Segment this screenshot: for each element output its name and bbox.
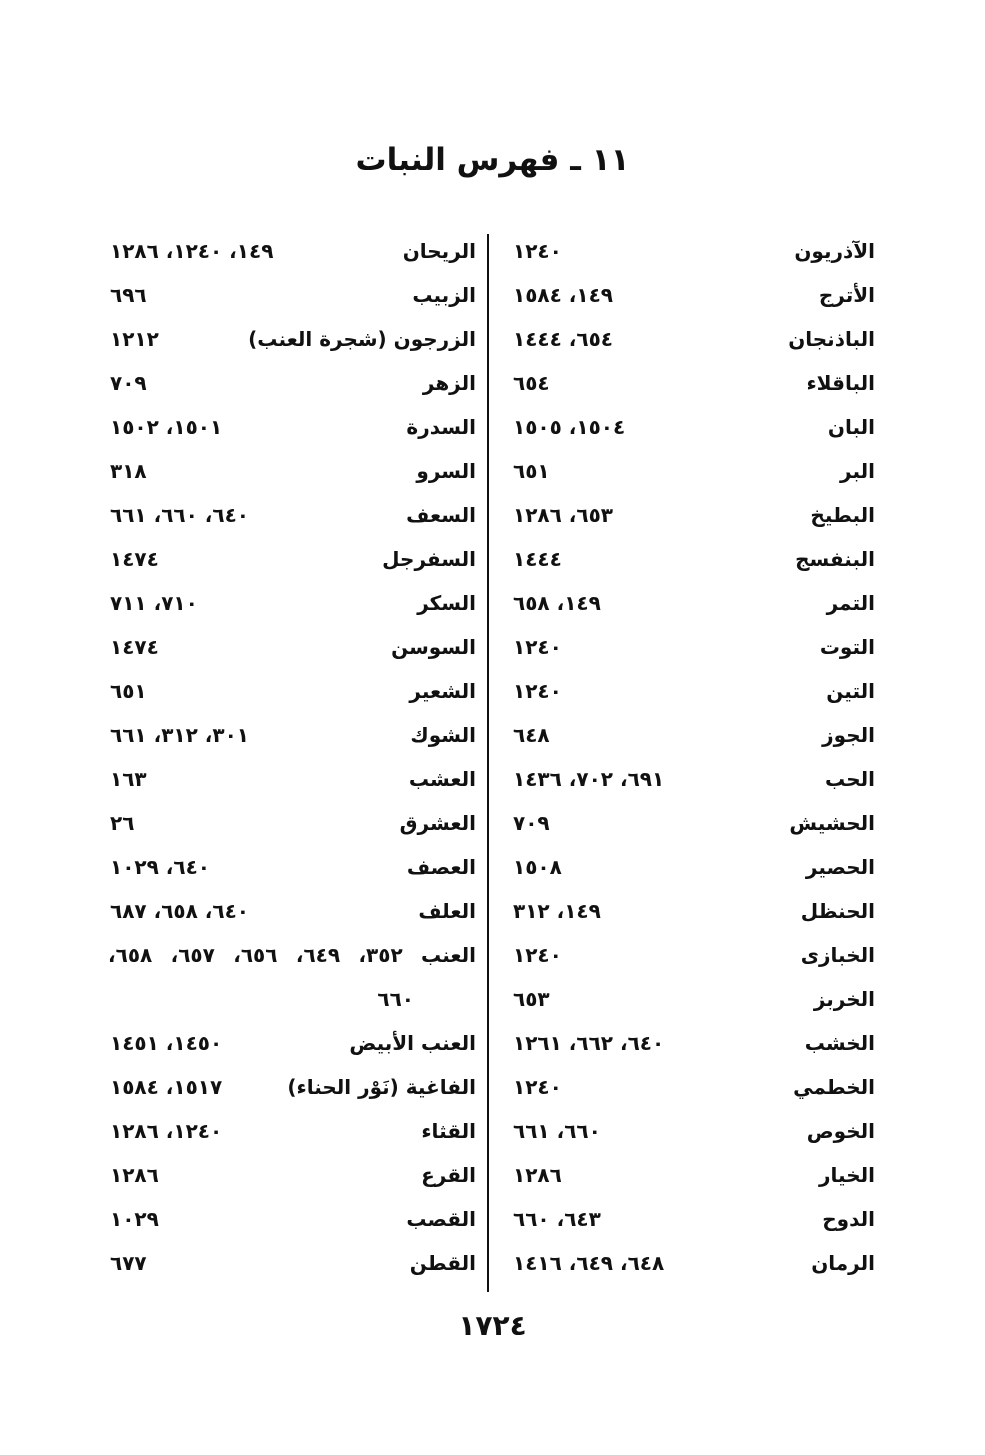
entry-term: الخوص <box>806 1119 875 1143</box>
entry-term: العشب <box>408 767 476 791</box>
entry-pages: ١٢٨٦ <box>110 1163 159 1187</box>
index-entry <box>108 361 476 405</box>
entry-pages: ١٢٤٠، ١٢٨٦ <box>110 1119 223 1143</box>
entry-term: الحب <box>825 767 875 791</box>
entry-term: السعف <box>406 503 476 527</box>
entry-pages: ٦٧٧ <box>110 1251 147 1275</box>
index-entry <box>505 1021 875 1065</box>
index-entry <box>505 1153 875 1197</box>
entry-term: البان <box>827 415 875 439</box>
entry-term: السرو <box>416 459 476 483</box>
entry-term: الزهر <box>422 371 476 395</box>
entry-term: الأترج <box>818 283 875 307</box>
entry-pages: ٦٥١ <box>513 459 550 483</box>
entry-term: الخبازى <box>800 943 875 967</box>
entry-pages: ٢٦ <box>110 811 135 835</box>
entry-term: الخشب <box>804 1031 875 1055</box>
entry-pages: ١٠٢٩ <box>110 1207 159 1231</box>
index-entry <box>108 1241 476 1285</box>
entry-pages: ١٢٤٠ <box>513 1075 562 1099</box>
index-entry <box>505 625 875 669</box>
index-entry <box>505 493 875 537</box>
entry-pages: ١٤٩، ١٥٨٤ <box>513 283 614 307</box>
entry-pages: ١٢٤٠ <box>513 943 562 967</box>
entry-pages: ١٥٠٨ <box>513 855 562 879</box>
index-entry <box>108 757 476 801</box>
entry-pages: ٣٠١، ٣١٢، ٦٦١ <box>110 723 249 747</box>
entry-term: البطيخ <box>810 503 875 527</box>
entry-term: الزبيب <box>412 283 476 307</box>
index-entry <box>108 273 476 317</box>
entry-pages: ٦٤٨، ٦٤٩، ١٤١٦ <box>513 1251 665 1275</box>
entry-pages: ١٤٩، ٦٥٨ <box>513 591 601 615</box>
entry-term: العنب الأبيض <box>349 1031 476 1055</box>
entry-term: العنب ٣٥٢، ٦٤٩، ٦٥٦، ٦٥٧، ٦٥٨، <box>108 943 477 967</box>
entry-pages: ١٤٧٤ <box>110 635 159 659</box>
entry-pages: ٦٤٨ <box>513 723 550 747</box>
entry-term: الفاغية (نَوْر الحناء) <box>287 1075 476 1099</box>
entry-term: الشوك <box>410 723 476 747</box>
index-entry <box>505 1197 875 1241</box>
entry-pages: ٦٤٠، ١٠٢٩ <box>110 855 211 879</box>
entry-term: الريحان <box>402 239 476 263</box>
entry-term: البر <box>840 459 875 483</box>
entry-term: السدرة <box>406 415 476 439</box>
index-entry <box>108 933 476 977</box>
index-entry <box>108 581 476 625</box>
entry-pages: ١٤٩، ٣١٢ <box>513 899 601 923</box>
entry-term: الباذنجان <box>788 327 875 351</box>
index-entry <box>108 1065 476 1109</box>
entry-term: السكر <box>417 591 476 615</box>
entry-term: القرع <box>421 1163 476 1187</box>
entry-pages: ١٢٤٠ <box>513 635 562 659</box>
index-entry-continuation <box>108 977 476 1021</box>
index-entry <box>505 361 875 405</box>
index-entry <box>505 801 875 845</box>
entry-term: الشعير <box>409 679 476 703</box>
entry-pages: ٦٥٣ <box>513 987 550 1011</box>
entry-pages: ٦٦٠، ٦٦١ <box>513 1119 601 1143</box>
column-divider <box>487 234 489 1292</box>
entry-term: الدوح <box>822 1207 875 1231</box>
page-number: ١٧٢٤ <box>458 1309 527 1342</box>
index-entry <box>108 713 476 757</box>
index-column-right <box>505 229 875 1285</box>
index-entry <box>505 713 875 757</box>
index-entry <box>505 1109 875 1153</box>
index-entry <box>108 1109 476 1153</box>
index-entry <box>505 757 875 801</box>
entry-term: الباقلاء <box>806 371 875 395</box>
entry-pages: ٦٥٣، ١٢٨٦ <box>513 503 614 527</box>
entry-term: الرمان <box>811 1251 875 1275</box>
entry-term: العشرق <box>399 811 476 835</box>
index-entry <box>505 229 875 273</box>
entry-pages: ١٤٥٠، ١٤٥١ <box>110 1031 223 1055</box>
index-entry <box>505 581 875 625</box>
entry-term: الخطمي <box>793 1075 875 1099</box>
entry-term: الخربز <box>813 987 875 1011</box>
index-entry <box>108 669 476 713</box>
entry-pages: ٦٥١ <box>110 679 147 703</box>
entry-pages: ٧٠٩ <box>110 371 147 395</box>
entry-term: الحنظل <box>800 899 875 923</box>
index-entry <box>108 493 476 537</box>
index-entry <box>505 449 875 493</box>
entry-pages: ١٤٧٤ <box>110 547 159 571</box>
index-entry <box>505 1065 875 1109</box>
index-entry <box>505 669 875 713</box>
index-entry <box>108 1197 476 1241</box>
entry-term: الحشيش <box>789 811 875 835</box>
entry-pages: ٦٦٠ <box>377 987 414 1011</box>
entry-term: الحصير <box>805 855 875 879</box>
entry-pages: ٦٤٠، ٦٦٠، ٦٦١ <box>110 503 249 527</box>
index-entry <box>108 625 476 669</box>
index-entry <box>505 537 875 581</box>
entry-pages: ٦٤٠، ٦٦٢، ١٢٦١ <box>513 1031 665 1055</box>
entry-pages: ١٢٤٠ <box>513 679 562 703</box>
entry-term: العصف <box>406 855 476 879</box>
entry-pages: ١٦٣ <box>110 767 147 791</box>
index-entry <box>108 537 476 581</box>
entry-term: الآذريون <box>794 239 875 263</box>
index-entry <box>505 1241 875 1285</box>
entry-term: الخيار <box>819 1163 875 1187</box>
entry-pages: ٦٥٤، ١٤٤٤ <box>513 327 614 351</box>
page-title: ١١ ـ فهرس النبات <box>355 142 630 178</box>
entry-term: السفرجل <box>382 547 476 571</box>
index-entry <box>108 229 476 273</box>
index-entry <box>505 889 875 933</box>
entry-pages: ١٢١٢ <box>110 327 159 351</box>
entry-term: التوت <box>819 635 875 659</box>
entry-pages: ١٢٤٠ <box>513 239 562 263</box>
entry-term: العلف <box>418 899 476 923</box>
entry-pages: ١٤٤٤ <box>513 547 562 571</box>
index-entry <box>505 933 875 977</box>
entry-term: البنفسج <box>795 547 875 571</box>
entry-pages: ٧١٠، ٧١١ <box>110 591 198 615</box>
entry-pages: ٦٤٣، ٦٦٠ <box>513 1207 601 1231</box>
entry-pages: ١٥٠١، ١٥٠٢ <box>110 415 223 439</box>
entry-term: الجوز <box>822 723 875 747</box>
entry-pages: ١٤٩، ١٢٤٠، ١٢٨٦ <box>110 239 274 263</box>
entry-pages: ٦٥٤ <box>513 371 550 395</box>
index-column-left <box>108 229 476 1285</box>
index-entry <box>108 317 476 361</box>
entry-pages: ٦٩٦ <box>110 283 147 307</box>
entry-term: التمر <box>826 591 875 615</box>
entry-pages: ٣١٨ <box>110 459 147 483</box>
entry-pages: ٦٩١، ٧٠٢، ١٤٣٦ <box>513 767 665 791</box>
entry-term: القثاء <box>421 1119 476 1143</box>
index-entry <box>505 273 875 317</box>
entry-pages: ٧٠٩ <box>513 811 550 835</box>
entry-term: السوسن <box>391 635 476 659</box>
entry-pages: ١٢٨٦ <box>513 1163 562 1187</box>
entry-term: القصب <box>406 1207 476 1231</box>
entry-pages: ١٥١٧، ١٥٨٤ <box>110 1075 223 1099</box>
entry-term: القطن <box>409 1251 476 1275</box>
index-entry <box>108 889 476 933</box>
entry-pages: ٦٤٠، ٦٥٨، ٦٨٧ <box>110 899 249 923</box>
entry-pages: ١٥٠٤، ١٥٠٥ <box>513 415 626 439</box>
index-entry <box>505 405 875 449</box>
index-entry <box>108 1021 476 1065</box>
index-entry <box>108 449 476 493</box>
entry-term: التين <box>826 679 875 703</box>
index-entry <box>108 405 476 449</box>
index-entry <box>108 845 476 889</box>
index-entry <box>505 977 875 1021</box>
entry-term: الزرجون (شجرة العنب) <box>248 327 476 351</box>
index-entry <box>505 317 875 361</box>
index-entry <box>505 845 875 889</box>
index-entry <box>108 1153 476 1197</box>
index-entry <box>108 801 476 845</box>
